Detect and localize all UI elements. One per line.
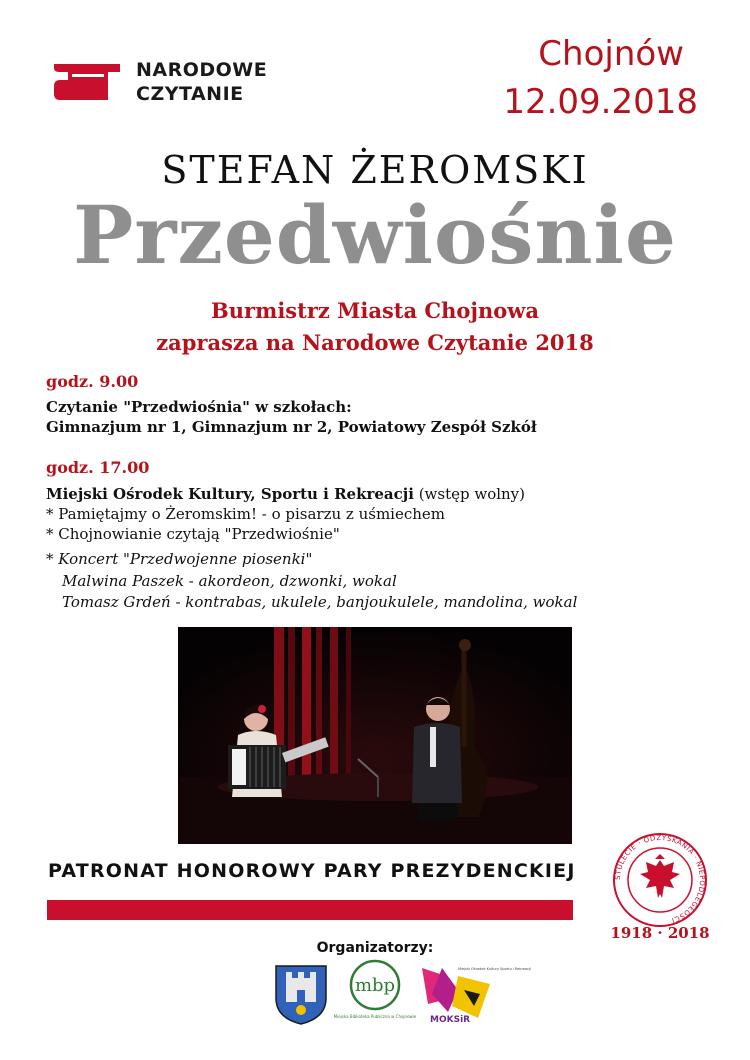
invitation-line-1: Burmistrz Miasta Chojnowa <box>211 298 539 323</box>
mbp-caption: Miejska Biblioteka Publiczna w Chojnowie <box>333 1014 417 1019</box>
schedule-time-2: godz. 17.00 <box>46 458 150 477</box>
schedule-2-venue-note: (wstęp wolny) <box>418 485 526 503</box>
moksir-caption: Miejski Ośrodek Kultury Sportu i Rekreacji <box>458 967 531 971</box>
mbp-library-logo-icon <box>333 958 417 1030</box>
logo-line-2: CZYTANIE <box>136 83 244 105</box>
book-title: Przedwiośnie <box>73 188 677 282</box>
performer-1: Malwina Paszek - akordeon, dzwonki, wokal <box>62 572 397 590</box>
seal-ring-text: STULECIE · ODZYSKANIA · NIEPODLEGŁOŚCI <box>613 833 707 925</box>
organizers-label: Organizatorzy: <box>316 940 434 956</box>
author-name: STEFAN ŻEROMSKI <box>161 148 589 192</box>
schedule-2-line-1: * Pamiętajmy o Żeromskim! - o pisarzu z uśmiechem <box>46 505 446 523</box>
schedule-2-venue-line <box>46 485 525 503</box>
concert-photo <box>178 627 572 844</box>
schedule-1-line-2: Gimnazjum nr 1, Gimnazjum nr 2, Powiatowy Zespół Szkół <box>46 418 537 436</box>
schedule-1-line-1: Czytanie "Przedwiośnia" w szkołach: <box>46 398 352 416</box>
concert-title: Koncert "Przedwojenne piosenki" <box>58 550 313 568</box>
event-date: 12.09.2018 <box>503 82 698 122</box>
logo-text <box>136 58 267 106</box>
seal-years: 1918 · 2018 <box>610 924 710 942</box>
concert-line: * Koncert "Przedwojenne piosenki" <box>46 550 313 568</box>
moksir-logo-icon <box>418 960 531 1025</box>
performer-2: Tomasz Grdeń - kontrabas, ukulele, banjoukulele, mandolina, wokal <box>62 593 578 611</box>
logo-line-1: NARODOWE <box>136 59 268 81</box>
event-city: Chojnów <box>538 34 684 74</box>
schedule-2-venue: Miejski Ośrodek Kultury, Sportu i Rekreacji <box>46 485 414 503</box>
honorary-patronage: PATRONAT HONOROWY PARY PREZYDENCKIEJ <box>48 860 576 882</box>
red-divider-bar <box>47 900 573 920</box>
schedule-time-1: godz. 9.00 <box>46 372 139 391</box>
moksir-label: MOKSiR <box>430 1015 471 1025</box>
invitation-line-2: zaprasza na Narodowe Czytanie 2018 <box>156 330 594 355</box>
chojnow-coat-of-arms-icon <box>272 962 330 1026</box>
mbp-letters: mbp <box>354 975 396 996</box>
narodowe-czytanie-logo-icon <box>50 60 124 104</box>
invitation <box>0 295 750 359</box>
independence-centenary-seal-icon <box>606 826 714 934</box>
schedule-2-line-2: * Chojnowianie czytają "Przedwiośnie" <box>46 525 340 543</box>
